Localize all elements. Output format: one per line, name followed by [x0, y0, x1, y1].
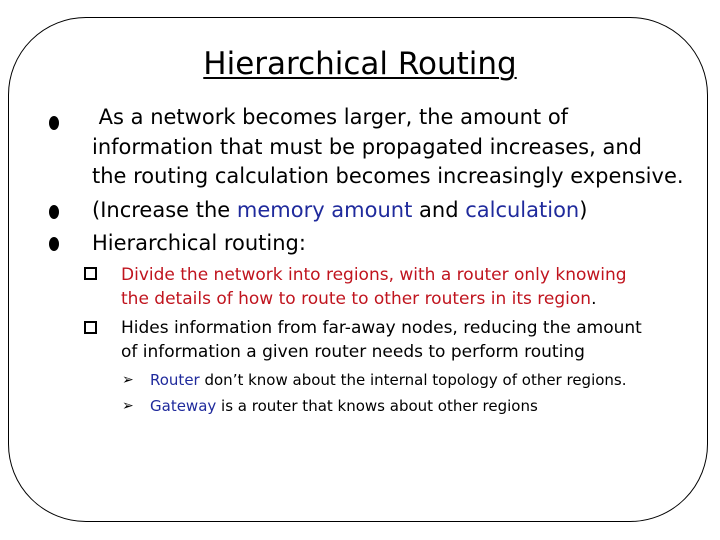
- bullet-dot-1: [49, 116, 59, 130]
- sub-bullet-1-line-2-text: the details of how to route to other routers in its region: [121, 289, 592, 309]
- bullet-1-line-2: information that must be propagated increases, and: [92, 135, 642, 159]
- sub-sub-bullet-1-rest: don’t know about the internal topology of other regions.: [199, 371, 627, 389]
- sub-bullet-1-line-2: [121, 287, 596, 311]
- bullet-1-line-1: As a network becomes larger, the amount of: [92, 105, 569, 129]
- bullet-2-text: [92, 197, 587, 223]
- sub-sub-bullet-2-rest: is a router that knows about other regions: [216, 397, 538, 415]
- bullet-2-pre: (Increase the: [92, 198, 237, 222]
- bullet-2-highlight-calculation: calculation: [465, 198, 580, 222]
- slide-title: [0, 44, 720, 84]
- sub-sub-bullet-1-highlight: Router: [150, 371, 200, 389]
- arrow-bullet-icon-1: ➢: [122, 372, 134, 388]
- sub-bullet-square-2: [84, 321, 97, 334]
- bullet-2-post: ): [579, 198, 588, 222]
- bullet-dot-2: [49, 205, 59, 219]
- bullet-3-text: Hierarchical routing:: [92, 231, 306, 255]
- bullet-2-highlight-memory: memory amount: [236, 198, 413, 222]
- sub-bullet-2-line-2: of information a given router needs to perform routing: [121, 342, 585, 362]
- sub-sub-bullet-1: [150, 368, 627, 392]
- sub-sub-bullet-2: [150, 394, 538, 418]
- sub-sub-bullet-2-highlight: Gateway: [150, 397, 217, 415]
- slide-title-text: Hierarchical Routing: [203, 46, 517, 82]
- bullet-1-line-3: the routing calculation becomes increasingly expensive.: [92, 164, 684, 188]
- sub-bullet-2-line-1: Hides information from far-away nodes, reducing the amount: [121, 318, 642, 338]
- arrow-bullet-icon-2: ➢: [122, 398, 134, 414]
- bullet-dot-3: [49, 237, 59, 251]
- bullet-2-mid: and: [412, 198, 466, 222]
- sub-bullet-square-1: [84, 267, 97, 280]
- sub-bullet-1-line-1: Divide the network into regions, with a router only knowing: [121, 265, 627, 285]
- sub-bullet-1-period: .: [591, 289, 597, 309]
